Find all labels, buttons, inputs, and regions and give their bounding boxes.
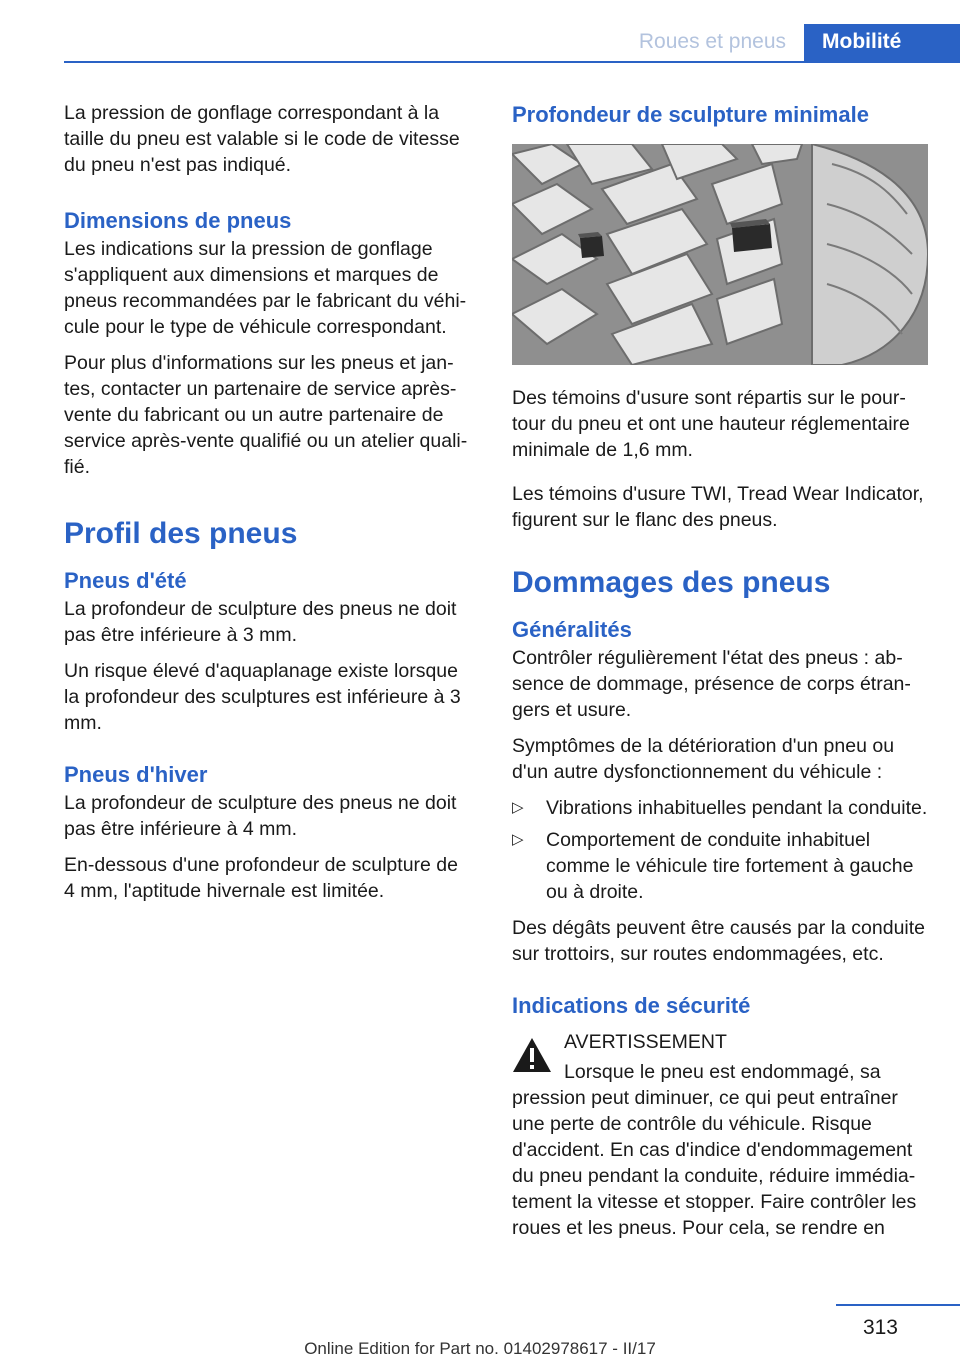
- dimensions-paragraph-1: Les indications sur la pression de gonflage s'appliquent aux dimensions et marques de pneus recommandées par le fabricant du véhicule pour le type de véhicule correspondant.: [64, 238, 467, 338]
- winter-heading: Pneus d'hiver: [64, 762, 208, 787]
- min-depth-heading: Profondeur de sculpture minimale: [512, 102, 869, 127]
- summer-paragraph-2: Un risque élevé d'aquaplanage existe lorsque la profondeur des sculptures est inférieure à 3 mm.: [64, 660, 461, 734]
- general-paragraph-1: Contrôler régulièrement l'état des pneus : absence de dommage, présence de corps étrangers et usure.: [512, 647, 911, 721]
- footer-edition: Online Edition for Part no. 01402978617 - II/17: [304, 1339, 656, 1358]
- winter-paragraph-2: En-dessous d'une profondeur de sculpture de 4 mm, l'aptitude hivernale est limitée.: [64, 854, 458, 902]
- warning-title: AVERTISSEMENT: [564, 1031, 727, 1053]
- tire-tread-illustration: [512, 144, 928, 365]
- warning-text-lead: Lorsque le pneu est endommagé, sa: [564, 1061, 881, 1083]
- warning-triangle-icon: [512, 1037, 552, 1073]
- page-number: 313: [862, 1316, 898, 1339]
- warning-block: [512, 1029, 928, 1241]
- min-depth-paragraph-2: Les témoins d'usure TWI, Tread Wear Indicator, figurent sur le flanc des pneus.: [512, 483, 924, 531]
- min-depth-paragraph-1: Des témoins d'usure sont répartis sur le pourtour du pneu et ont une hauteur réglementaire minimale de 1,6 mm.: [512, 387, 910, 461]
- warning-text: pression peut diminuer, ce qui peut entraîner une perte de contrôle du véhicule. Risque d'accident. En cas d'indice d'endommagement du pneu pendant la conduite, réduire immédiatement la vitesse et stopper. Faire contrôler les roues et les pneus. Pour cela, se rendre en: [512, 1087, 917, 1239]
- footer-rule: [836, 1304, 960, 1306]
- dimensions-paragraph-2: Pour plus d'informations sur les pneus et jantes, contacter un partenaire de service après-vente du fabricant ou un autre partenaire de service après-vente qualifié ou un atelier qualifié.: [64, 352, 468, 478]
- list-item: [512, 795, 928, 821]
- summer-paragraph-1: La profondeur de sculpture des pneus ne doit pas être inférieure à 3 mm.: [64, 598, 457, 646]
- list-item: [512, 827, 928, 905]
- header-rule: [64, 61, 960, 63]
- damage-heading: Dommages des pneus: [512, 566, 831, 599]
- right-column: [512, 100, 928, 1251]
- left-column: [64, 100, 474, 914]
- section-tab: Roues et pneus: [638, 30, 786, 53]
- safety-heading: Indications de sécurité: [512, 993, 751, 1018]
- list-item-text: Comportement de conduite inhabituel comme le véhicule tire fortement à gauche ou à droite.: [546, 829, 914, 903]
- dimensions-heading: Dimensions de pneus: [64, 208, 292, 233]
- chapter-tab: Mobilité: [804, 24, 960, 62]
- general-heading: Généralités: [512, 617, 632, 642]
- winter-paragraph-1: La profondeur de sculpture des pneus ne doit pas être inférieure à 4 mm.: [64, 792, 457, 840]
- list-item-text: Vibrations inhabituelles pendant la conduite.: [546, 797, 928, 819]
- profile-heading: Profil des pneus: [64, 517, 298, 550]
- summer-heading: Pneus d'été: [64, 568, 187, 593]
- general-paragraph-2: Symptômes de la détérioration d'un pneu ou d'un autre dysfonctionnement du véhicule :: [512, 735, 895, 783]
- general-paragraph-3: Des dégâts peuvent être causés par la conduite sur trottoirs, sur routes endommagées, etc.: [512, 917, 926, 965]
- symptom-list: [512, 795, 928, 905]
- header-tabs: [621, 24, 960, 62]
- triangle-right-icon: ▷: [512, 831, 524, 848]
- triangle-right-icon: ▷: [512, 799, 524, 816]
- intro-paragraph: La pression de gonflage correspondant à la taille du pneu est valable si le code de vitesse du pneu n'est pas indiqué.: [64, 102, 460, 176]
